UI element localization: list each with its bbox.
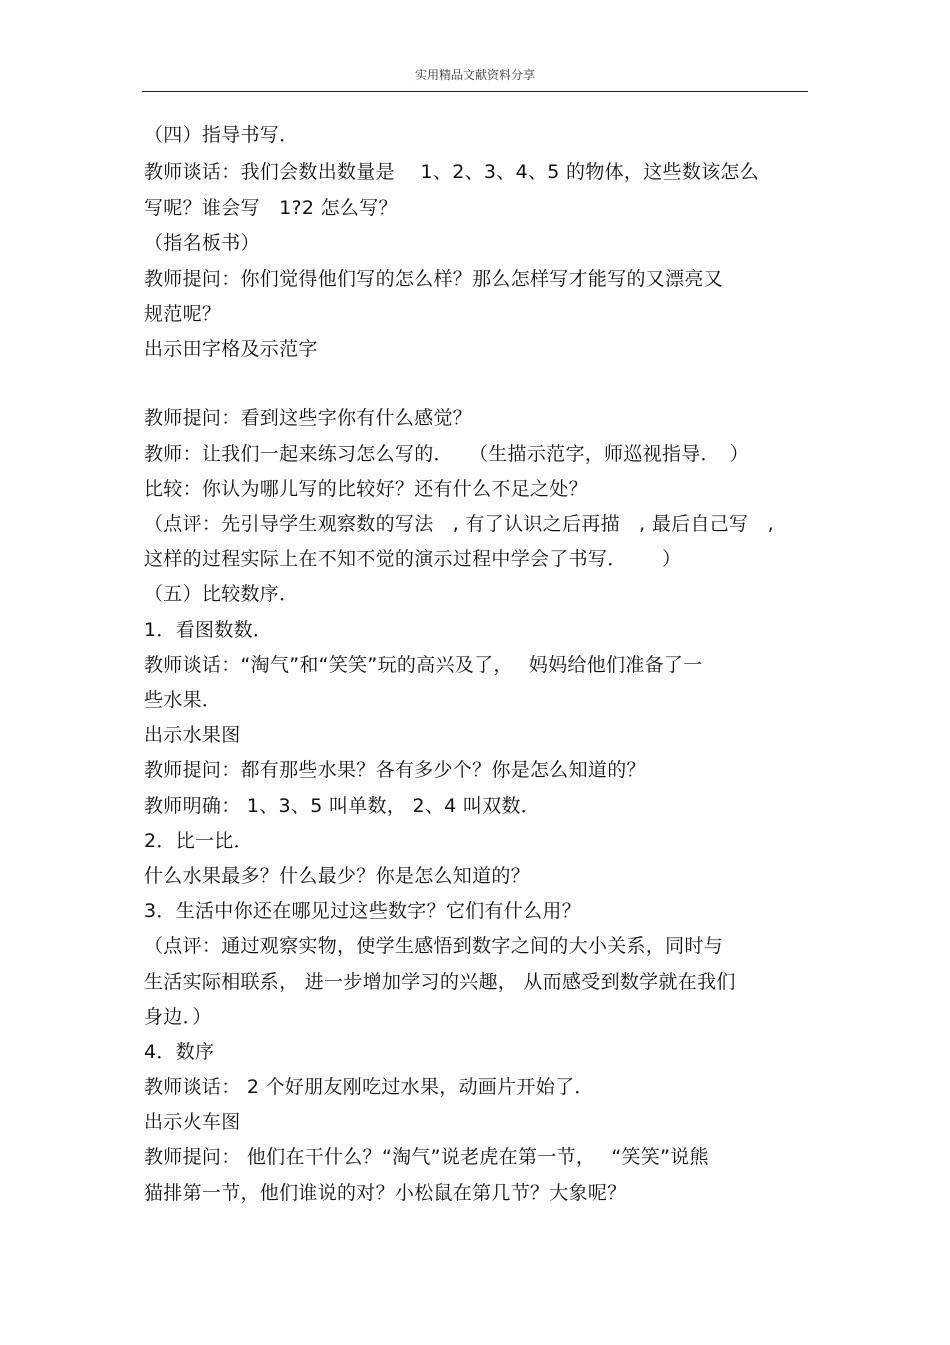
text-line: 教师：让我们一起来练习怎么写的． （生描示范字，师巡视指导． ）	[144, 443, 749, 465]
text-line: 教师提问：都有那些水果？各有多少个？你是怎么知道的？	[144, 759, 646, 781]
text-line: 出示水果图	[144, 724, 241, 746]
text-line: 出示田字格及示范字	[144, 338, 318, 360]
page-header: 实用精品文献资料分享	[414, 68, 535, 82]
text-line: 教师谈话：“淘气”和“笑笑”玩的高兴及了， 妈妈给他们准备了一	[144, 654, 703, 676]
text-line: 些水果．	[144, 689, 222, 711]
text-line: （指名板书）	[144, 232, 260, 254]
text-line: 3．生活中你还在哪见过这些数字？它们有什么用？	[144, 900, 581, 922]
text-line: 生活实际相联系， 进一步增加学习的兴趣， 从而感受到数学就在我们	[144, 971, 736, 993]
text-line: 教师提问：看到这些字你有什么感觉？	[144, 407, 473, 429]
text-line: 教师明确： 1、3、5 叫单数， 2、4 叫双数．	[144, 795, 541, 817]
text-line: 写呢？谁会写 1?2 怎么写？	[144, 197, 398, 219]
text-line: 1．看图数数．	[144, 619, 273, 641]
text-line: （五）比较数序．	[144, 583, 299, 605]
text-line: 教师谈话：我们会数出数量是 1、2、3、4、5 的物体，这些数该怎么	[144, 161, 760, 183]
text-line: 比较：你认为哪儿写的比较好？还有什么不足之处？	[144, 478, 588, 500]
text-line: （点评：先引导学生观察数的写法 , 有了认识之后再描 , 最后自己写 ,	[144, 513, 774, 535]
text-line: （点评：通过观察实物，使学生感悟到数字之间的大小关系，同时与	[144, 935, 724, 957]
text-line: 这样的过程实际上在不知不觉的演示过程中学会了书写． ）	[144, 548, 682, 570]
text-line: 教师提问：你们觉得他们写的怎么样？那么怎样写才能写的又漂亮又	[144, 268, 724, 290]
text-line: 教师提问： 他们在干什么？“淘气”说老虎在第一节， “笑笑”说熊	[144, 1146, 709, 1168]
text-line: 教师谈话： 2 个好朋友刚吃过水果，动画片开始了．	[144, 1076, 594, 1098]
text-line: 猫排第一节，他们谁说的对？小松鼠在第几节？大象呢？	[144, 1182, 627, 1204]
text-line: 什么水果最多？什么最少？你是怎么知道的？	[144, 865, 531, 887]
header-divider	[142, 91, 808, 92]
text-line: 4．数序	[144, 1041, 215, 1063]
text-line: 出示火车图	[144, 1111, 241, 1133]
text-line: 2．比一比．	[144, 830, 253, 852]
text-line: 身边．）	[144, 1006, 212, 1028]
text-line: 规范呢？	[144, 303, 222, 325]
text-line: （四）指导书写．	[144, 124, 299, 146]
